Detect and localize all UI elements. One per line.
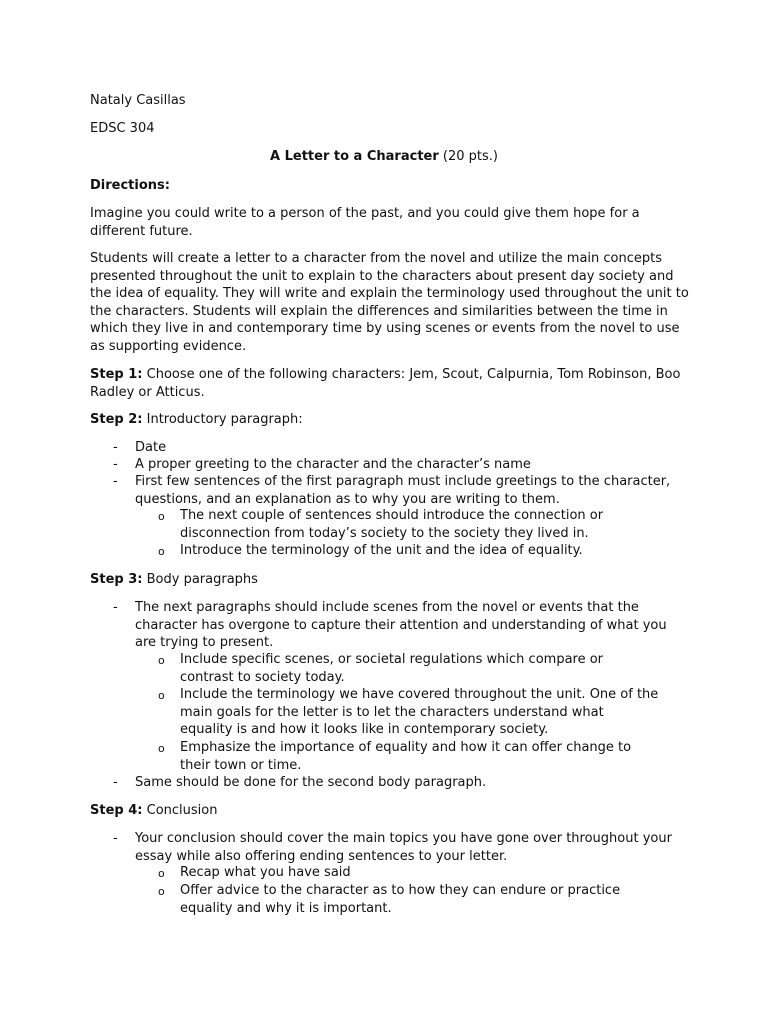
circle-bullet-icon: o xyxy=(158,885,165,898)
step-2-text: Introductory paragraph: xyxy=(146,412,303,427)
step-4-text: Conclusion xyxy=(146,803,218,818)
list-item-text: The next paragraphs should include scenes from the novel or events that the character has overgone to capture their attention and understanding of what you are trying to present. xyxy=(135,600,667,650)
circle-bullet-icon: o xyxy=(158,742,165,755)
sub-list-item-text: Include specific scenes, or societal regulations which compare or contrast to society today. xyxy=(180,652,604,685)
step-1 xyxy=(90,366,690,401)
circle-bullet-icon: o xyxy=(158,689,165,702)
step-3-label: Step 3: xyxy=(90,572,143,587)
circle-bullet-icon: o xyxy=(158,654,165,667)
directions-paragraph-1: Imagine you could write to a person of the past, and you could give them hope for a different future. xyxy=(90,206,640,239)
step-4-label: Step 4: xyxy=(90,803,143,818)
circle-bullet-icon: o xyxy=(158,510,165,523)
sub-list-item-text: Introduce the terminology of the unit and the idea of equality. xyxy=(180,543,583,558)
dash-bullet: - xyxy=(113,600,118,615)
sub-list-item-text: Include the terminology we have covered throughout the unit. One of the main goals for the letter is to let the characters understand what equality is and how it looks like in contemporary society. xyxy=(180,687,659,737)
list-item-text: A proper greeting to the character and the character’s name xyxy=(135,457,531,472)
dash-bullet: - xyxy=(113,831,118,846)
sub-list-item-text: Emphasize the importance of equality and how it can offer change to their town or time. xyxy=(180,740,632,773)
title-points: (20 pts.) xyxy=(442,149,498,164)
document-title xyxy=(0,148,768,166)
course-code: EDSC 304 xyxy=(90,121,155,136)
author-name: Nataly Casillas xyxy=(90,93,186,108)
step-2-label: Step 2: xyxy=(90,412,143,427)
step-2 xyxy=(90,411,690,429)
sub-list-item-text: Offer advice to the character as to how they can endure or practice equality and why it is important. xyxy=(180,883,621,916)
directions-paragraph-2: Students will create a letter to a character from the novel and utilize the main concepts presented throughout the unit to explain to the characters about present day society and the idea of equality. They will write and explain the terminology used throughout the unit to the characters. Students will explain the differences and similarities between the time in which they live in and contemporary time by using scenes or events from the novel to use as supporting evidence. xyxy=(90,251,689,354)
dash-bullet: - xyxy=(113,457,118,472)
circle-bullet-icon: o xyxy=(158,545,165,558)
sub-list-item-text: The next couple of sentences should introduce the connection or disconnection from today’s society to the society they lived in. xyxy=(180,508,604,541)
title-main: A Letter to a Character xyxy=(270,149,439,164)
list-item-text: Same should be done for the second body paragraph. xyxy=(135,775,487,790)
list-item-text: Your conclusion should cover the main topics you have gone over throughout your essay while also offering ending sentences to your letter. xyxy=(135,831,672,864)
dash-bullet: - xyxy=(113,474,118,489)
sub-list-item-text: Recap what you have said xyxy=(180,865,351,880)
list-item-text: First few sentences of the first paragraph must include greetings to the character, questions, and an explanation as to why you are writing to them. xyxy=(135,474,671,507)
step-1-label: Step 1: xyxy=(90,367,143,382)
directions-heading: Directions: xyxy=(90,178,170,193)
list-item-text: Date xyxy=(135,440,167,455)
circle-bullet-icon: o xyxy=(158,867,165,880)
dash-bullet: - xyxy=(113,440,118,455)
dash-bullet: - xyxy=(113,775,118,790)
step-4 xyxy=(90,802,690,820)
step-3 xyxy=(90,571,690,589)
step-3-text: Body paragraphs xyxy=(146,572,258,587)
step-1-text: Choose one of the following characters: Jem, Scout, Calpurnia, Tom Robinson, Boo Radley or Atticus. xyxy=(90,367,681,400)
